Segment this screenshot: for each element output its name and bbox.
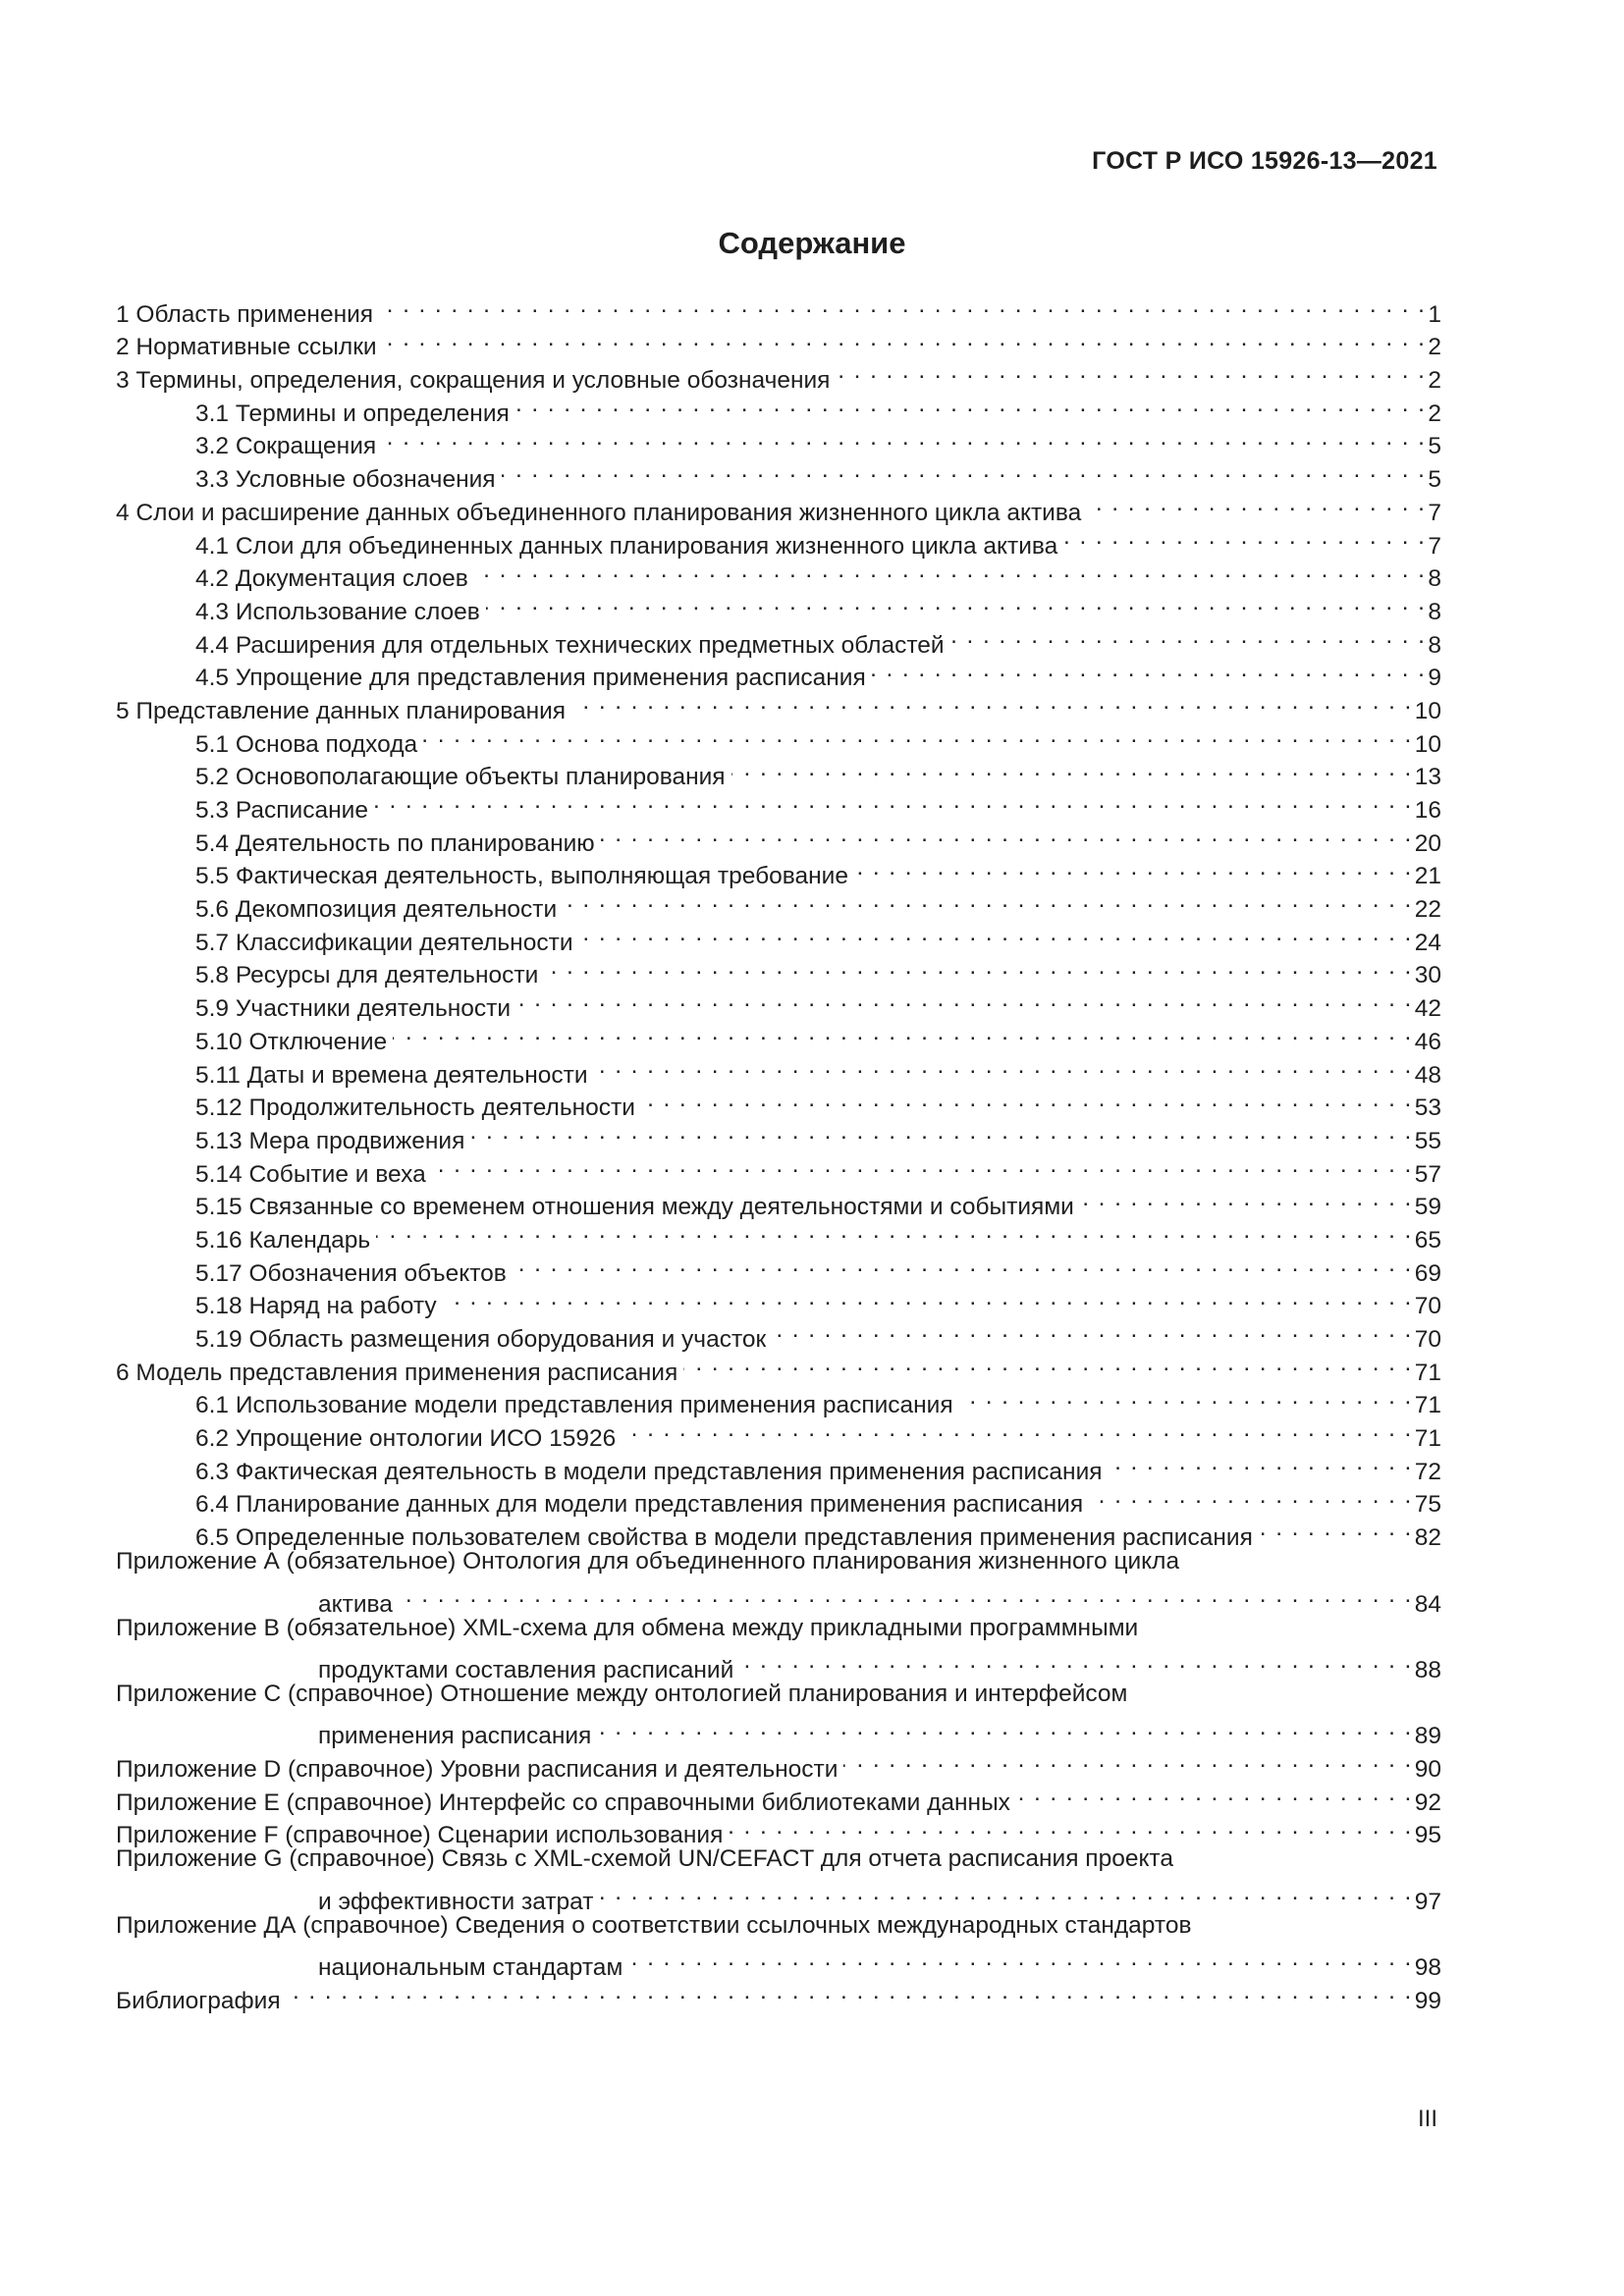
toc-entry-title: 3.3 Условные обозначения: [195, 466, 496, 494]
toc-entry-page: 16: [1414, 797, 1441, 824]
toc-entry-page: 22: [1414, 896, 1441, 924]
toc-entry-title: 5.4 Деятельность по планированию: [195, 829, 595, 857]
toc-dot-leader: [474, 554, 1427, 587]
toc-entry-title: Приложение F (справочное) Сценарии использования: [116, 1822, 724, 1849]
toc-entry-page: 8: [1428, 598, 1441, 625]
toc-entry-page: 92: [1414, 1789, 1441, 1816]
toc-entry-page: 13: [1414, 764, 1441, 791]
toc-dot-leader: [1063, 520, 1426, 554]
toc-dot-leader: [836, 354, 1426, 388]
toc-entry-title: 5.17 Обозначения объектов: [195, 1259, 507, 1287]
toc-entry[interactable]: [116, 1842, 1441, 1876]
toc-dot-leader: [854, 851, 1413, 884]
toc-entry-title: и эффективности затрат: [318, 1888, 594, 1915]
toc-entry-page: 70: [1414, 1293, 1441, 1320]
toc-dot-leader: [513, 1248, 1413, 1281]
toc-entry-title: 4.4 Расширения для отдельных технических предметных областей: [195, 631, 945, 659]
toc-entry-title: 5.8 Ресурсы для деятельности: [195, 962, 539, 989]
toc-dot-leader: [470, 1115, 1412, 1148]
toc-entry-title: 3.1 Термины и определения: [195, 400, 510, 427]
toc-entry-page: 5: [1428, 466, 1441, 494]
toc-entry-title: 5.18 Наряд на работу: [195, 1293, 437, 1320]
toc-entry-title: 5.13 Мера продвижения: [195, 1127, 465, 1154]
toc-entry[interactable]: [116, 1942, 1441, 1982]
toc-entry-page: 7: [1428, 499, 1441, 526]
toc-entry-title: Приложение G (справочное) Связь с XML-схемой UN/CEFACT для отчета расписания проекта: [116, 1845, 1174, 1873]
toc-entry[interactable]: [116, 1909, 1441, 1943]
toc-dot-leader: [628, 1942, 1412, 1975]
toc-entry-page: 98: [1414, 1954, 1441, 1982]
toc-entry[interactable]: [116, 1876, 1441, 1915]
toc-dot-leader: [601, 818, 1413, 851]
toc-entry-page: 53: [1414, 1095, 1441, 1122]
toc-entry-page: 82: [1414, 1524, 1441, 1552]
toc-dot-leader: [383, 322, 1427, 355]
page-number: III: [1417, 2106, 1437, 2132]
toc-entry-title: 2 Нормативные ссылки: [116, 334, 377, 361]
toc-entry-page: 70: [1414, 1326, 1441, 1353]
toc-entry-title: 5.14 Событие и веха: [195, 1160, 426, 1188]
toc-entry-page: 75: [1414, 1491, 1441, 1519]
toc-dot-leader: [515, 388, 1427, 421]
toc-dot-leader: [1016, 1777, 1413, 1810]
toc-entry-title: 4 Слои и расширение данных объединенного планирования жизненного цикла актива: [116, 499, 1082, 526]
toc-dot-leader: [516, 983, 1413, 1016]
toc-entry-page: 20: [1414, 829, 1441, 857]
toc-entry-page: 71: [1414, 1425, 1441, 1453]
toc-entry[interactable]: [116, 1743, 1441, 1783]
toc-entry-page: 1: [1428, 300, 1441, 328]
toc-dot-leader: [683, 1347, 1412, 1380]
toc-dot-leader: [1089, 1479, 1413, 1513]
toc-entry-page: 48: [1414, 1061, 1441, 1089]
toc-entry-title: Приложение D (справочное) Уровни расписания и деятельности: [116, 1755, 839, 1783]
toc-entry-title: 6.1 Использование модели представления применения расписания: [195, 1392, 953, 1419]
toc-entry-page: 59: [1414, 1194, 1441, 1221]
toc-entry-title: национальным стандартам: [318, 1954, 623, 1982]
toc-entry-page: 65: [1414, 1226, 1441, 1254]
table-of-contents: [116, 289, 1441, 2014]
toc-entry-page: 10: [1414, 730, 1441, 758]
toc-dot-leader: [772, 1313, 1412, 1347]
toc-entry-title: 5.15 Связанные со временем отношения между деятельностями и событиями: [195, 1194, 1074, 1221]
toc-entry-page: 89: [1414, 1723, 1441, 1750]
toc-entry-page: 7: [1428, 532, 1441, 560]
toc-dot-leader: [739, 1644, 1412, 1678]
toc-entry-page: 2: [1428, 400, 1441, 427]
toc-entry-page: 24: [1414, 929, 1441, 956]
toc-entry-title: 6.4 Планирование данных для модели представления применения расписания: [195, 1491, 1084, 1519]
toc-dot-leader: [376, 1214, 1413, 1248]
toc-entry-title: применения расписания: [318, 1723, 592, 1750]
toc-entry-title: 6.3 Фактическая деятельность в модели представления применения расписания: [195, 1458, 1103, 1485]
toc-entry[interactable]: [116, 1612, 1441, 1645]
toc-dot-leader: [843, 1743, 1412, 1777]
toc-dot-leader: [1080, 1182, 1413, 1215]
toc-entry-title: Приложение В (обязательное) XML-схема для обмена между прикладными программными: [116, 1614, 1139, 1641]
toc-dot-leader: [432, 1148, 1413, 1182]
toc-entry-title: 3 Термины, определения, сокращения и условные обозначения: [116, 367, 831, 395]
toc-dot-leader: [729, 1810, 1412, 1843]
toc-dot-leader: [1087, 487, 1426, 520]
toc-entry[interactable]: [116, 1578, 1441, 1618]
toc-dot-leader: [594, 1049, 1413, 1083]
toc-dot-leader: [287, 1975, 1413, 2008]
toc-entry-page: 84: [1414, 1590, 1441, 1618]
toc-dot-leader: [374, 784, 1413, 818]
toc-entry-page: 72: [1414, 1458, 1441, 1485]
toc-dot-leader: [486, 586, 1427, 619]
toc-entry-page: 42: [1414, 995, 1441, 1023]
toc-entry-title: 5.2 Основополагающие объекты планирования: [195, 764, 726, 791]
toc-entry-title: 5 Представление данных планирования: [116, 697, 567, 724]
toc-entry-page: 69: [1414, 1259, 1441, 1287]
toc-dot-leader: [399, 1578, 1413, 1612]
toc-dot-leader: [423, 719, 1413, 752]
toc-entry-title: Библиография: [116, 1987, 281, 2014]
toc-entry-title: 5.16 Календарь: [195, 1226, 371, 1254]
toc-entry-page: 8: [1428, 631, 1441, 659]
toc-entry-title: Приложение А (обязательное) Онтология для объединенного планирования жизненного цикла: [116, 1548, 1180, 1575]
toc-entry-page: 71: [1414, 1392, 1441, 1419]
toc-entry-page: 2: [1428, 367, 1441, 395]
toc-entry-title: 4.3 Использование слоев: [195, 598, 480, 625]
toc-entry-page: 21: [1414, 863, 1441, 890]
toc-dot-leader: [502, 454, 1427, 487]
toc-entry-page: 71: [1414, 1359, 1441, 1386]
toc-dot-leader: [959, 1380, 1413, 1414]
toc-entry-page: 2: [1428, 334, 1441, 361]
toc-entry-page: 57: [1414, 1160, 1441, 1188]
toc-entry-title: 6.5 Определенные пользователем свойства в модели представления применения расписания: [195, 1524, 1253, 1552]
toc-dot-leader: [1259, 1512, 1413, 1545]
document-code: ГОСТ Р ИСО 15926-13—2021: [1092, 147, 1437, 175]
toc-entry-page: 5: [1428, 433, 1441, 460]
toc-entry-title: актива: [318, 1590, 393, 1618]
toc-entry-title: 5.9 Участники деятельности: [195, 995, 512, 1023]
toc-entry[interactable]: [116, 1678, 1441, 1711]
toc-entry-page: 90: [1414, 1755, 1441, 1783]
toc-dot-leader: [641, 1083, 1413, 1116]
toc-entry-title: Приложение ДА (справочное) Сведения о соответствии ссылочных международных стандартов: [116, 1911, 1192, 1939]
toc-dot-leader: [379, 289, 1426, 322]
toc-entry-title: 5.11 Даты и времена деятельности: [195, 1061, 588, 1089]
toc-entry-page: 99: [1414, 1987, 1441, 2014]
toc-entry-title: Приложение Е (справочное) Интерфейс со справочными библиотеками данных: [116, 1789, 1010, 1816]
toc-entry[interactable]: [116, 1644, 1441, 1683]
toc-entry-title: продуктами составления расписаний: [318, 1656, 734, 1683]
toc-entry-title: 5.1 Основа подхода: [195, 730, 418, 758]
toc-entry[interactable]: [116, 1975, 1441, 2014]
toc-entry-page: 46: [1414, 1028, 1441, 1055]
toc-entry-title: 1 Область применения: [116, 300, 374, 328]
toc-entry-title: 5.7 Классификации деятельности: [195, 929, 573, 956]
toc-entry-page: 9: [1428, 665, 1441, 692]
toc-entry-title: 5.19 Область размещения оборудования и участок: [195, 1326, 767, 1353]
toc-dot-leader: [382, 421, 1426, 454]
toc-entry[interactable]: [116, 289, 1441, 328]
toc-entry-page: 97: [1414, 1888, 1441, 1915]
toc-entry-page: 95: [1414, 1822, 1441, 1849]
toc-title: Содержание: [718, 226, 906, 260]
toc-entry[interactable]: [116, 1711, 1441, 1750]
toc-dot-leader: [731, 752, 1413, 785]
toc-dot-leader: [950, 619, 1427, 653]
toc-dot-leader: [563, 883, 1413, 917]
toc-dot-leader: [443, 1281, 1413, 1314]
toc-dot-leader: [1109, 1446, 1413, 1479]
toc-entry-title: 5.5 Фактическая деятельность, выполняющая требование: [195, 863, 848, 890]
toc-entry-title: 4.5 Упрощение для представления применения расписания: [195, 665, 866, 692]
toc-entry-title: 5.6 Декомпозиция деятельности: [195, 896, 558, 924]
toc-entry-page: 10: [1414, 697, 1441, 724]
toc-entry-title: 4.2 Документация слоев: [195, 565, 468, 593]
toc-entry-title: 5.3 Расписание: [195, 797, 368, 824]
toc-entry-page: 8: [1428, 565, 1441, 593]
toc-dot-leader: [597, 1711, 1412, 1744]
toc-entry-title: 6 Модель представления применения расписания: [116, 1359, 678, 1386]
toc-entry-title: 5.12 Продолжительность деятельности: [195, 1095, 635, 1122]
toc-entry-page: 55: [1414, 1127, 1441, 1154]
toc-dot-leader: [544, 950, 1412, 984]
toc-entry-title: 4.1 Слои для объединенных данных планирования жизненного цикла актива: [195, 532, 1058, 560]
toc-entry-title: 6.2 Упрощение онтологии ИСО 15926: [195, 1425, 617, 1453]
toc-entry-title: 3.2 Сокращения: [195, 433, 377, 460]
toc-dot-leader: [579, 917, 1413, 950]
toc-entry-page: 88: [1414, 1656, 1441, 1683]
toc-dot-leader: [872, 653, 1427, 686]
toc-dot-leader: [599, 1876, 1412, 1909]
toc-dot-leader: [393, 1016, 1413, 1049]
toc-dot-leader: [571, 685, 1413, 719]
toc-entry-title: Приложение С (справочное) Отношение между онтологией планирования и интерфейсом: [116, 1680, 1128, 1707]
toc-dot-leader: [622, 1413, 1412, 1446]
toc-entry-title: 5.10 Отключение: [195, 1028, 388, 1055]
toc-entry-page: 30: [1414, 962, 1441, 989]
